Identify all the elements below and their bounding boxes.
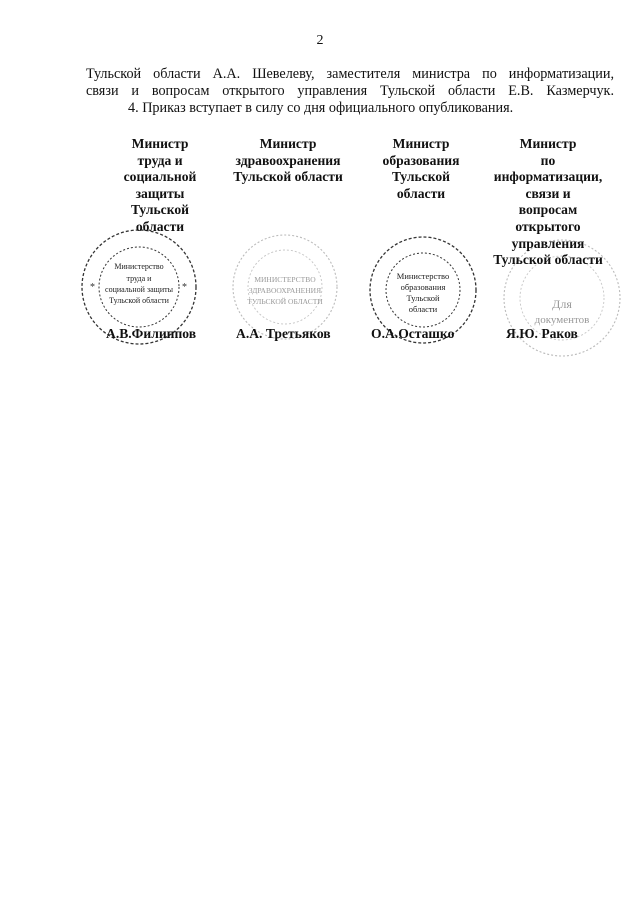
- stamp-text: ЗДРАВООХРАНЕНИЯ: [248, 286, 322, 295]
- title-line: Министр: [392, 136, 450, 151]
- stamp-text: Тульской области: [109, 296, 169, 305]
- stamp-text: социальной защиты: [105, 285, 173, 294]
- stamp-text: Для: [552, 297, 572, 311]
- title-line: здравоохранения: [235, 152, 341, 168]
- signature-title-labor-ministry: [100, 136, 220, 236]
- stamp-text: МИНИСТЕРСТВО: [254, 275, 316, 284]
- signatory-name-education: О.А.Осташко: [371, 326, 455, 341]
- stamp-text: образования: [400, 282, 446, 292]
- text-line-3: 4. Приказ вступает в силу со дня официального опубликования.: [128, 100, 514, 116]
- title-line: Тульской области: [493, 252, 603, 268]
- title-line: защиты: [135, 185, 185, 201]
- title-line: области: [135, 218, 185, 234]
- stamp-text: ТУЛЬСКОЙ ОБЛАСТИ: [247, 297, 323, 306]
- signatory-name-labor: А.В.Филиппов: [106, 326, 197, 341]
- title-line: Министр: [131, 136, 189, 151]
- title-line: связи и: [525, 185, 571, 201]
- stamp-text: области: [408, 304, 438, 314]
- title-line: Тульской: [392, 169, 450, 185]
- page-number: 2: [316, 33, 324, 48]
- title-line: образования: [382, 152, 460, 168]
- title-line: Тульской: [131, 202, 189, 218]
- title-line: труда и: [137, 152, 183, 168]
- stamp-text: Министерство: [114, 262, 164, 271]
- signatory-name-health: А.А. Третьяков: [236, 326, 331, 341]
- signature-title-education-ministry: [365, 136, 477, 202]
- stamp-star: *: [182, 282, 187, 293]
- title-line: по: [540, 152, 556, 168]
- title-line: открытого: [515, 218, 581, 234]
- signature-title-informatization-ministry: [478, 136, 618, 269]
- stamp-text: документов: [534, 314, 590, 326]
- title-line: области: [396, 185, 446, 201]
- title-line: управления: [511, 235, 585, 251]
- title-line: Министр: [259, 136, 317, 151]
- text-line-1: Тульской области А.А. Шевелеву, заместителя министра по информатизации,: [86, 66, 614, 82]
- stamp-text: труда и: [126, 274, 152, 283]
- text-line-2: связи и вопросам открытого управления Тульской области Е.В. Казмерчук.: [86, 83, 614, 99]
- title-line: социальной: [123, 169, 197, 185]
- title-line: Министр: [519, 136, 577, 151]
- title-line: вопросам: [518, 202, 578, 218]
- stamp-star: *: [90, 282, 95, 293]
- signature-title-health-ministry: [218, 136, 358, 186]
- stamp-text: Тульской: [406, 293, 440, 303]
- stamp-text: Министерство: [396, 271, 450, 281]
- title-line: Тульской области: [233, 169, 343, 185]
- signatory-name-informatization: Я.Ю. Раков: [506, 326, 578, 341]
- title-line: информатизации,: [493, 169, 603, 185]
